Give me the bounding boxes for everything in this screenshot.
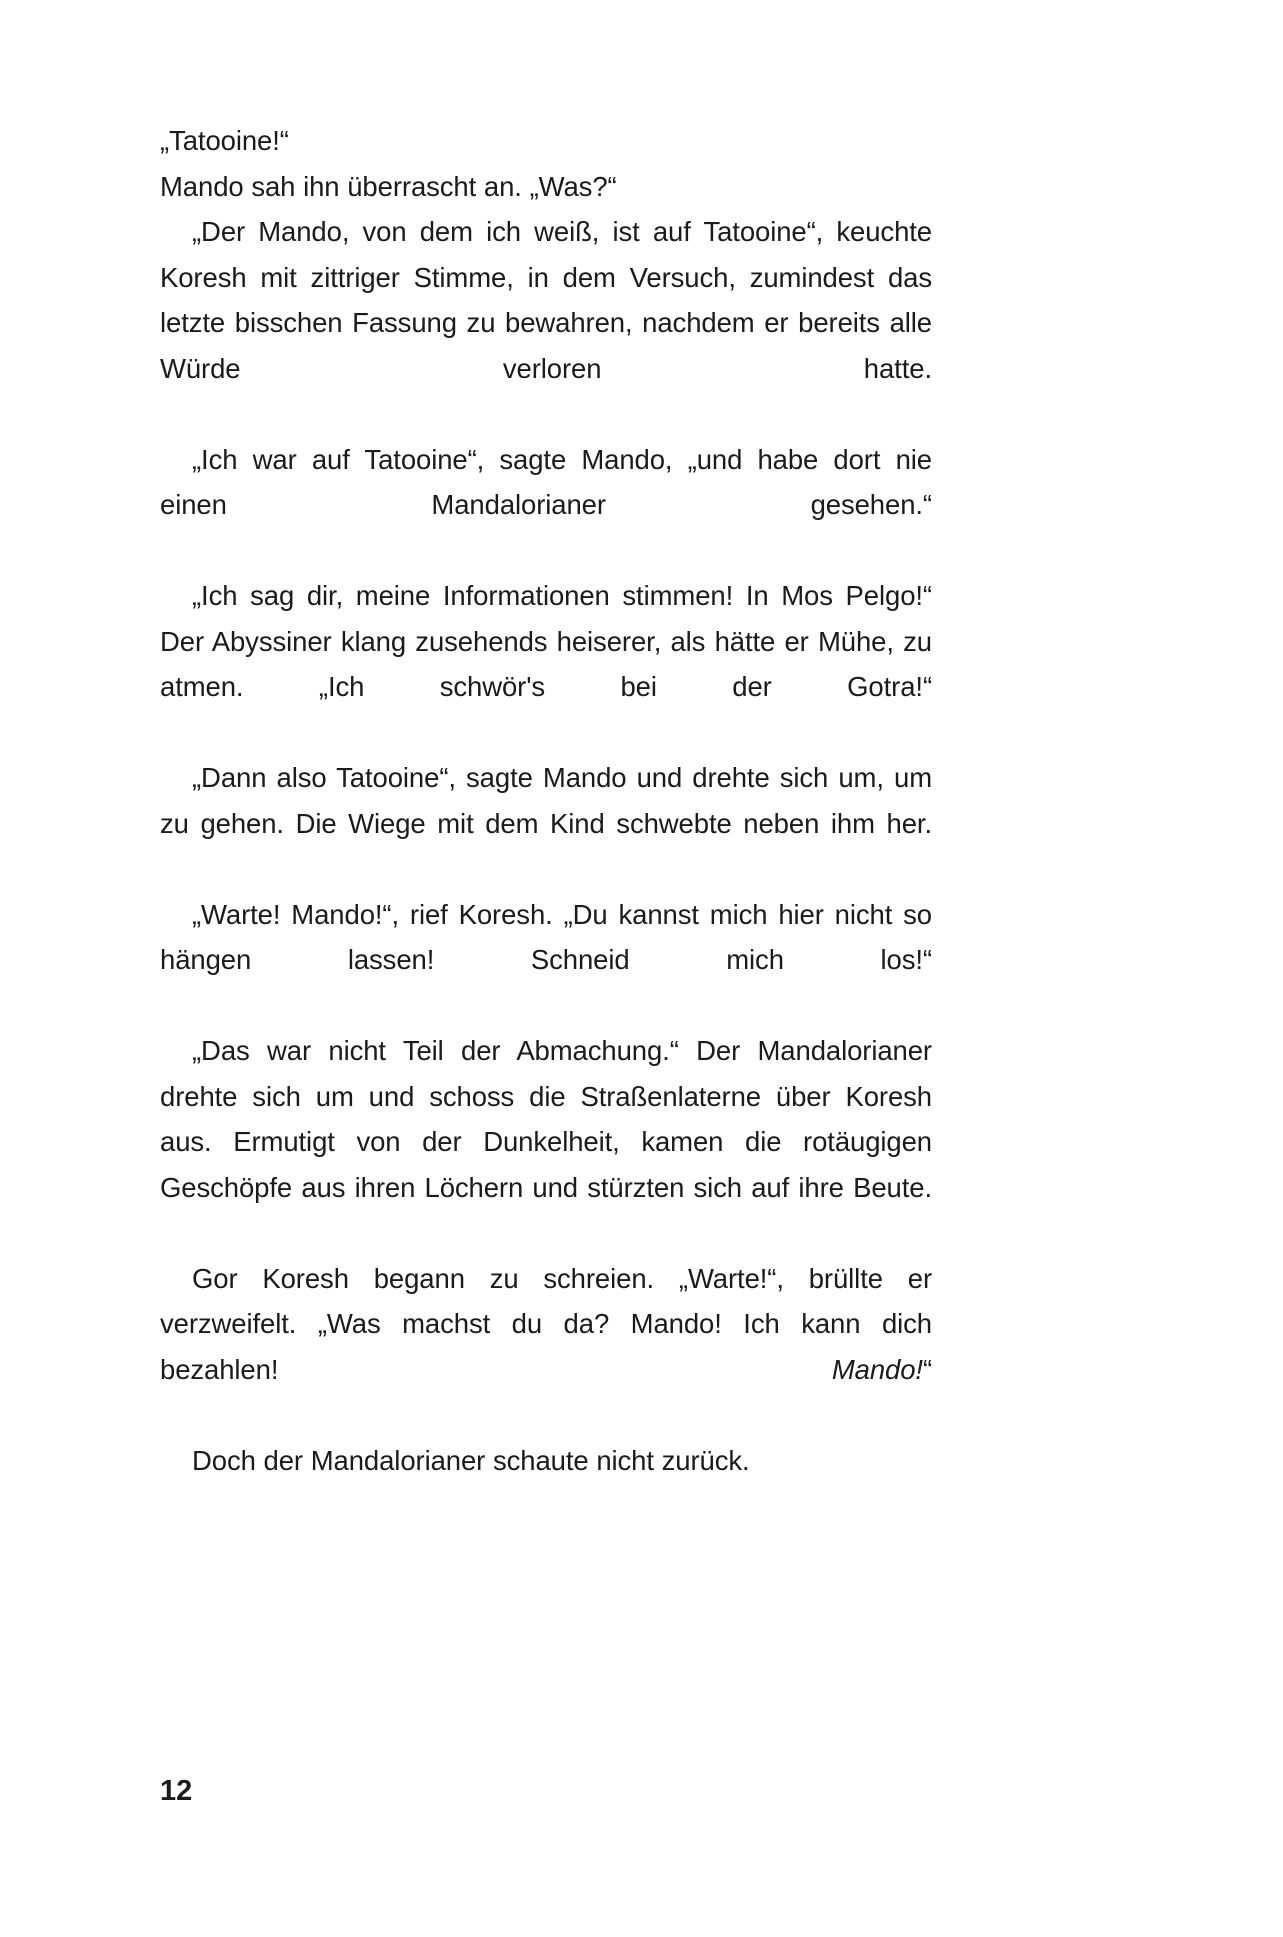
body-text-block <box>160 118 932 1483</box>
paragraph-1: „Tatooine!“ <box>160 125 289 156</box>
paragraph-5: „Ich sag dir, meine Informationen stimmen! In Mos Pelgo!“ Der Abyssiner klang zusehends heiserer, als hätte er Mühe, zu atmen. „Ich schwör's bei der Gotra!“ <box>160 580 932 702</box>
paragraph-6: „Dann also Tatooine“, sagte Mando und drehte sich um, um zu gehen. Die Wiege mit dem Kind schwebte neben ihm her. <box>160 762 932 839</box>
paragraph-9 <box>160 1256 932 1438</box>
paragraph-9-text: Gor Koresh begann zu schreien. „Warte!“, brüllte er verzweifelt. „Was machst du da? Mando! Ich kann dich bezahlen! <box>160 1262 932 1385</box>
paragraph-4: „Ich war auf Tatooine“, sagte Mando, „und habe dort nie einen Mandalorianer gesehen.“ <box>160 443 932 520</box>
paragraph-3: „Der Mando, von dem ich weiß, ist auf Tatooine“, keuchte Koresh mit zittriger Stimme, in dem Versuch, zumindest das letzte bisschen Fassung zu bewahren, nachdem er bereits alle Würde verloren hatte. <box>160 216 932 384</box>
paragraph-10: Doch der Mandalorianer schaute nicht zurück. <box>192 1444 750 1476</box>
paragraph-7: „Warte! Mando!“, rief Koresh. „Du kannst mich hier nicht so hängen lassen! Schneid mich los!“ <box>160 898 932 975</box>
paragraph-8: „Das war nicht Teil der Abmachung.“ Der Mandalorianer drehte sich um und schoss die Straßenlaterne über Koresh aus. Ermutigt von der Dunkelheit, kamen die rotäugigen Geschöpfe aus ihren Löchern und stürzten sich auf ihre Beute. <box>160 1035 932 1203</box>
paragraph-2: Mando sah ihn überrascht an. „Was?“ <box>160 170 617 202</box>
page-number: 12 <box>160 1775 193 1807</box>
paragraph-9-closing-quote: “ <box>922 1353 932 1385</box>
paragraph-9-emphasis: Mando! <box>831 1353 923 1385</box>
